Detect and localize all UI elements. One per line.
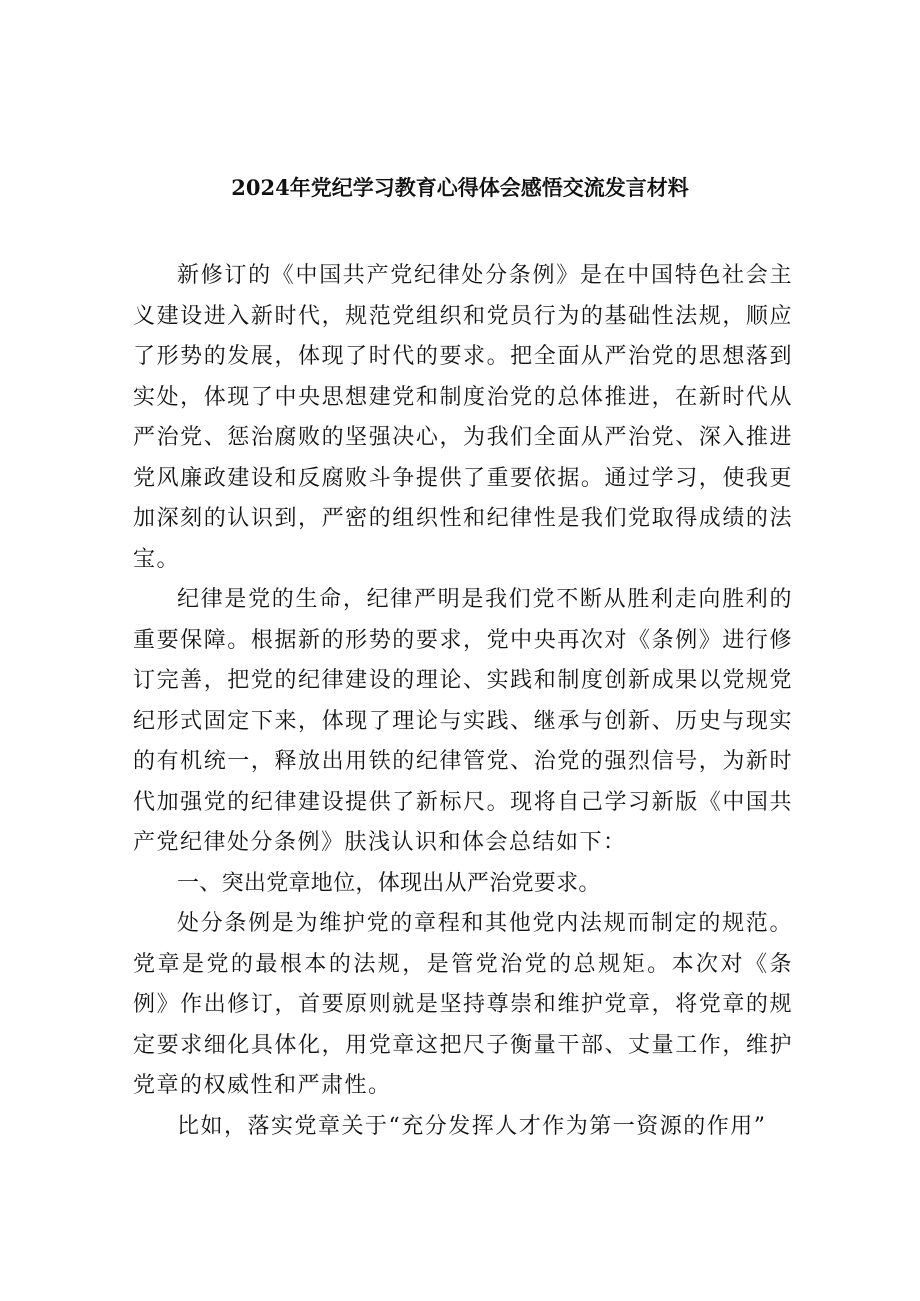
document-title: 2024年党纪学习教育心得体会感悟交流发言材料 bbox=[231, 175, 689, 200]
paragraph: 比如，落实党章关于“充分发挥人才作为第一资源的作用” bbox=[177, 1113, 767, 1139]
paragraph: 新修订的《中国共产党纪律处分条例》是在中国特色社会主义建设进入新时代，规范党组织和党员行为的基础性法规，顺应了形势的发展，体现了时代的要求。把全面从严治党的思想落到实处，体现了中央思想建党和制度治党的总体推进，在新时代从严治党、惩治腐败的坚强决心，为我们全面从严治党、深入推进党风廉政建设和反腐败斗争提供了重要依据。通过学习，使我更加深刻的认识到，严密的组织性和纪律性是我们党取得成绩的法宝。 bbox=[133, 263, 793, 572]
paragraph: 纪律是党的生命，纪律严明是我们党不断从胜利走向胜利的重要保障。根据新的形势的要求，党中央再次对《条例》进行修订完善，把党的纪律建设的理论、实践和制度创新成果以党规党纪形式固定下来，体现了理论与实践、继承与创新、历史与现实的有机统一，释放出用铁的纪律管党、治党的强烈信号，为新时代加强党的纪律建设提供了新标尺。现将自己学习新版《中国共产党纪律处分条例》肤浅认识和体会总结如下： bbox=[133, 587, 793, 855]
section-heading: 一、突出党章地位，体现出从严治党要求。 bbox=[177, 870, 601, 896]
document-body bbox=[133, 256, 793, 1147]
paragraph: 处分条例是为维护党的章程和其他党内法规而制定的规范。党章是党的最根本的法规，是管党治党的总规矩。本次对《条例》作出修订，首要原则就是坚持尊崇和维护党章，将党章的规定要求细化具体化，用党章这把尺子衡量干部、丈量工作，维护党章的权威性和严肃性。 bbox=[133, 911, 793, 1098]
